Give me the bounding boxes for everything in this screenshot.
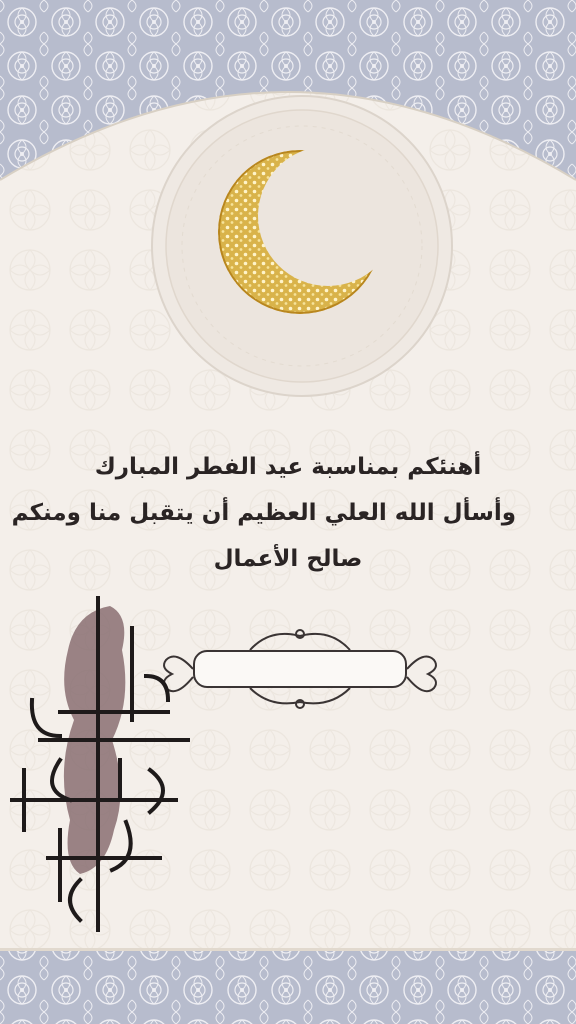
greeting-line-1: أهنئكم بمناسبة عيد الفطر المبارك [94,454,482,480]
greeting-line-3: صالح الأعمال [213,546,363,572]
greeting-line-2: وأسأل الله العلي العظيم أن يتقبل منا ومنكم [11,500,516,526]
name-field[interactable] [193,650,407,688]
greeting-message [11,444,516,582]
